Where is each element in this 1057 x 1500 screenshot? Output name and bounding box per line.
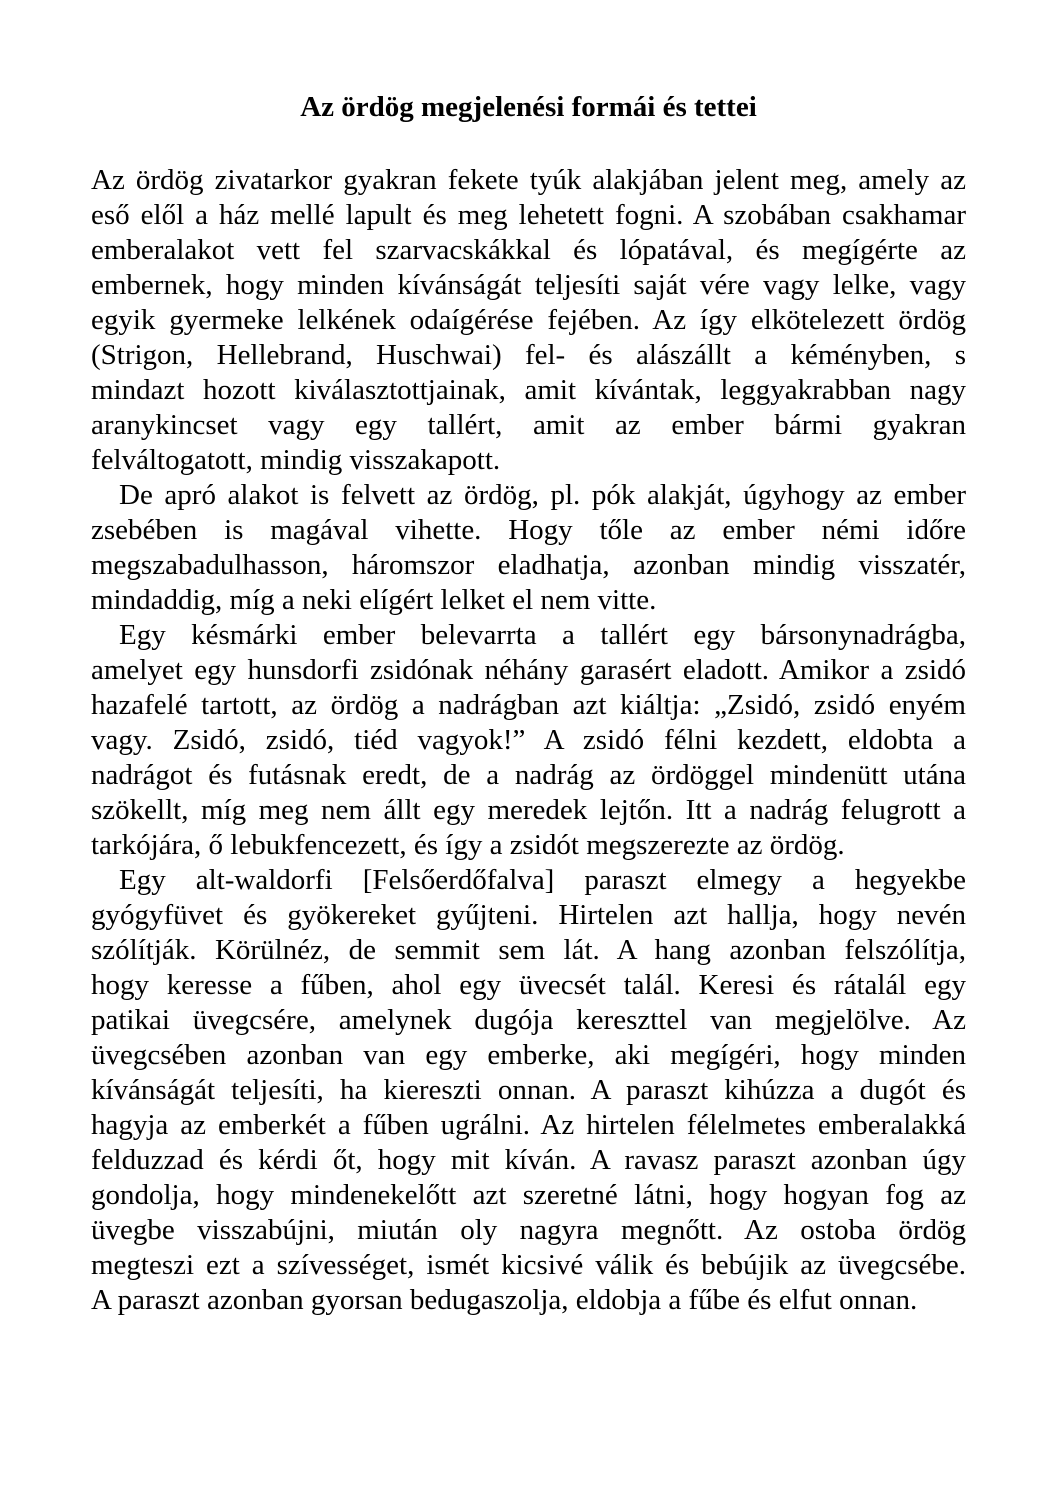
text-line: üvegbe visszabújni, miután oly nagyra megnőtt. Az ostoba ördög (91, 1214, 966, 1246)
text-line: tarkójára, ő lebukfencezett, és így a zsidót megszerezte az ördög. (91, 829, 845, 861)
text-line: üvegcsében azonban van egy emberke, aki megígéri, hogy minden (91, 1039, 966, 1071)
text-line: egyik gyermeke lelkének odaígérése fejében. Az így elkötelezett ördög (91, 304, 966, 336)
text-line: megszabadulhasson, háromszor eladhatja, azonban mindig visszatér, (91, 549, 966, 581)
paragraph (91, 863, 966, 1318)
text-line: aranykincset vagy egy tallért, amit az ember bármi gyakran (91, 409, 966, 441)
text-line: Egy alt-waldorfi [Felsőerdőfalva] paraszt elmegy a hegyekbe (119, 864, 966, 896)
text-line: Az ördög zivatarkor gyakran fekete tyúk alakjában jelent meg, amely az (91, 164, 966, 196)
text-line: felduzzad és kérdi őt, hogy mit kíván. A ravasz paraszt azonban úgy (91, 1144, 966, 1176)
text-line: gyógyfüvet és gyökereket gyűjteni. Hirtelen azt hallja, hogy nevén (91, 899, 966, 931)
text-line: eső elől a ház mellé lapult és meg lehetett fogni. A szobában csakhamar (91, 199, 966, 231)
text-line: nadrágot és futásnak eredt, de a nadrág az ördöggel mindenütt utána (91, 759, 966, 791)
text-line: kívánságát teljesíti, ha kiereszti onnan. A paraszt kihúzza a dugót és (91, 1074, 966, 1106)
text-line: szólítják. Körülnéz, de semmit sem lát. A hang azonban felszólítja, (91, 934, 966, 966)
text-line: hazafelé tartott, az ördög a nadrágban azt kiáltja: „Zsidó, zsidó enyém (91, 689, 966, 721)
text-line: hagyja az emberkét a fűben ugrálni. Az hirtelen félelmetes emberalakká (91, 1109, 966, 1141)
text-line: patikai üvegcsére, amelynek dugója kereszttel van megjelölve. Az (91, 1004, 966, 1036)
paragraph (91, 163, 966, 478)
text-line: emberalakot vett fel szarvacskákkal és lópatával, és megígérte az (91, 234, 966, 266)
text-line: gondolja, hogy mindenekelőtt azt szeretné látni, hogy hogyan fog az (91, 1179, 966, 1211)
text-line: szökellt, míg meg nem állt egy meredek lejtőn. Itt a nadrág felugrott a (91, 794, 966, 826)
document-body (91, 163, 966, 1318)
document-title: Az ördög megjelenési formái és tettei (300, 91, 757, 123)
text-line: vagy. Zsidó, zsidó, tiéd vagyok!” A zsidó félni kezdett, eldobta a (91, 724, 966, 756)
text-line: hogy keresse a fűben, ahol egy üvecsét talál. Keresi és rátalál egy (91, 969, 966, 1001)
text-line: A paraszt azonban gyorsan bedugaszolja, eldobja a fűbe és elfut onnan. (91, 1284, 918, 1316)
text-line: felváltogatott, mindig visszakapott. (91, 444, 501, 476)
paragraph (91, 618, 966, 863)
text-line: Egy késmárki ember belevarrta a tallért egy bársonynadrágba, (119, 619, 966, 651)
text-line: mindaddig, míg a neki elígért lelket el nem vitte. (91, 584, 657, 616)
paragraph (91, 478, 966, 618)
text-line: megteszi ezt a szívességet, ismét kicsivé válik és bebújik az üvegcsébe. (91, 1249, 966, 1281)
text-line: embernek, hogy minden kívánságát teljesíti saját vére vagy lelke, vagy (91, 269, 966, 301)
text-line: (Strigon, Hellebrand, Huschwai) fel- és alászállt a kéményben, s (91, 339, 966, 371)
text-line: mindazt hozott kiválasztottjainak, amit kívántak, leggyakrabban nagy (91, 374, 966, 406)
text-line: zsebében is magával vihette. Hogy tőle az ember némi időre (91, 514, 966, 546)
text-line: De apró alakot is felvett az ördög, pl. pók alakját, úgyhogy az ember (119, 479, 966, 511)
text-line: amelyet egy hunsdorfi zsidónak néhány garasért eladott. Amikor a zsidó (91, 654, 966, 686)
